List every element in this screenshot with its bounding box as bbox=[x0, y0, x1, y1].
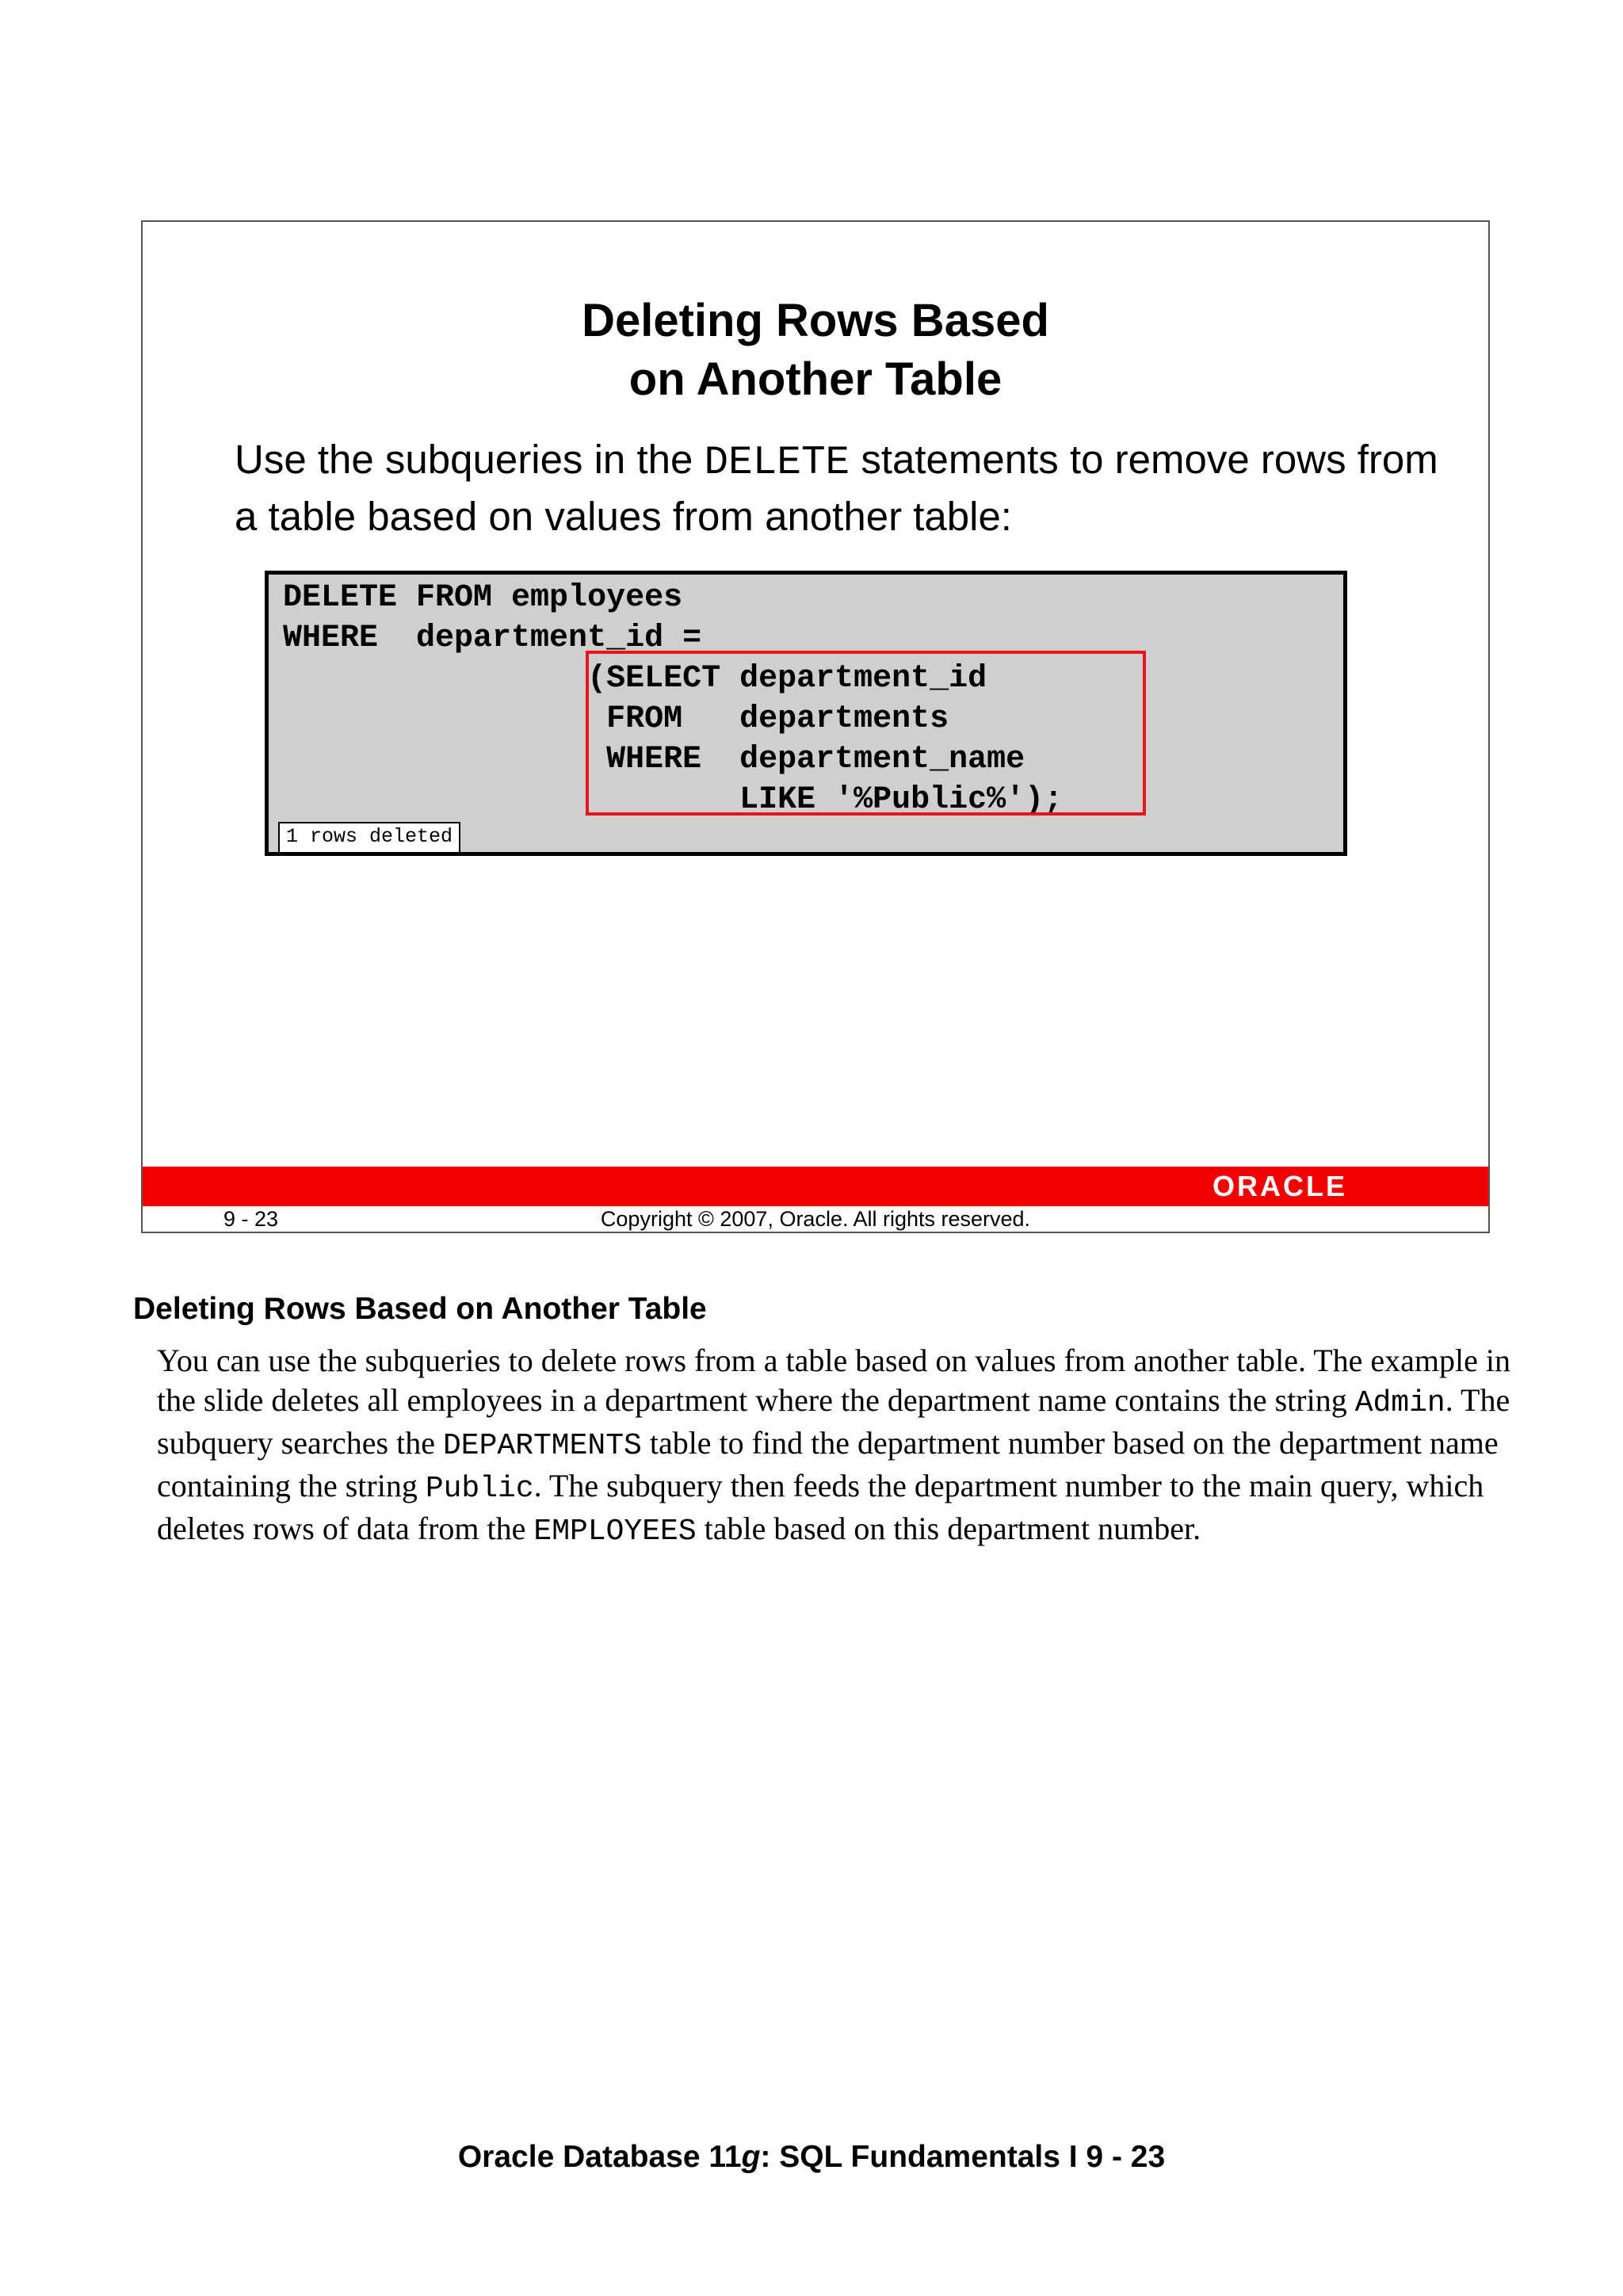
slide-title-line1: Deleting Rows Based bbox=[582, 295, 1049, 346]
slide-intro bbox=[235, 433, 1439, 543]
notes-code-admin: Admin bbox=[1354, 1386, 1445, 1420]
page-footer bbox=[0, 2138, 1623, 2176]
slide bbox=[141, 220, 1490, 1233]
code-line-5: WHERE department_name bbox=[283, 742, 1025, 777]
footer-g: g bbox=[741, 2140, 761, 2174]
subquery-highlight bbox=[586, 651, 1146, 816]
notes-text-2: . The subquery searches the bbox=[157, 1382, 1510, 1461]
notes-text-4: . The subquery then feeds the department number to the main query, which deletes rows of data from the bbox=[157, 1468, 1484, 1546]
oracle-logo: ORACLE bbox=[1212, 1170, 1347, 1202]
footer-suffix: : SQL Fundamentals I 9 - 23 bbox=[760, 2140, 1166, 2174]
slide-footer bbox=[143, 1206, 1488, 1232]
intro-text-after: statements to remove rows from a table based on values from another table: bbox=[235, 437, 1438, 539]
notes-body bbox=[157, 1341, 1512, 1552]
code-line-6: LIKE '%Public%'); bbox=[283, 782, 1064, 818]
code-example-box bbox=[265, 571, 1347, 856]
notes-heading: Deleting Rows Based on Another Table bbox=[133, 1292, 707, 1326]
intro-keyword: DELETE bbox=[704, 441, 850, 486]
notes-text-1: You can use the subqueries to delete rows from a table based on values from another table. The example in the slide deletes all employees in a department where the department name contains the string bbox=[157, 1343, 1511, 1418]
notes-text-3: table to find the department number based on the department name containing the string bbox=[157, 1425, 1499, 1503]
notes-code-departments: DEPARTMENTS bbox=[442, 1429, 642, 1463]
copyright: Copyright © 2007, Oracle. All rights reserved. bbox=[600, 1207, 1031, 1231]
intro-text-before: Use the subqueries in the bbox=[235, 437, 705, 482]
oracle-band bbox=[143, 1167, 1488, 1206]
slide-title-line2: on Another Table bbox=[628, 353, 1002, 405]
notes-code-public: Public bbox=[425, 1472, 534, 1506]
notes-code-employees: EMPLOYEES bbox=[533, 1515, 697, 1549]
notes-text-5: table based on this department number. bbox=[696, 1511, 1201, 1546]
code-line-1: DELETE FROM employees bbox=[283, 580, 683, 616]
code-line-2: WHERE department_id = bbox=[283, 621, 702, 656]
footer-prefix: Oracle Database 11 bbox=[457, 2140, 742, 2174]
code-line-4: FROM departments bbox=[283, 701, 949, 737]
code-line-3: (SELECT department_id bbox=[283, 661, 987, 697]
slide-number: 9 - 23 bbox=[223, 1207, 279, 1231]
result-message: 1 rows deleted bbox=[278, 822, 460, 854]
slide-title bbox=[143, 292, 1488, 409]
